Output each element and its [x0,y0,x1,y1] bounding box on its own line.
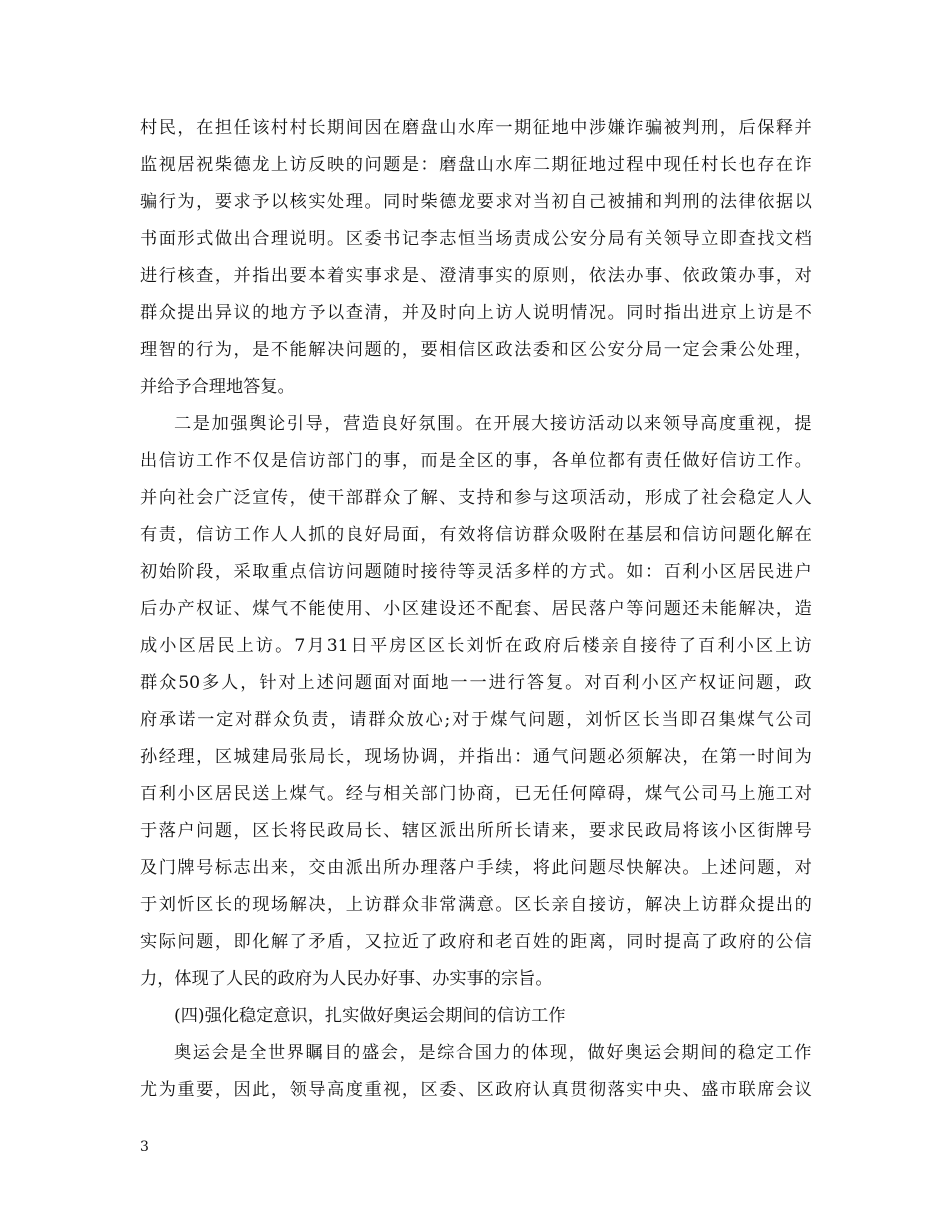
text-line: 于 刘 忻 区 长 的 现 场 解 决 ， 上 访 群 众 非 常 满 意 。 区 长 亲 自 接 访 ， 解 决 上 访 群 众 提 出 的 [140,895,812,915]
text-line: 并 向 社 会 广 泛 宣 传 ， 使 干 部 群 众 了 解 、 支 持 和 参 与 这 项 活 动 ， 形 成 了 社 会 稳 定 人 人 [140,488,812,508]
body-text [140,110,812,1109]
text-line: 群 众 50 多 人 ， 针 对 上 述 问 题 面 对 面 地 一 一 进 行 答 复 。 对 百 利 小 区 产 权 证 问 题 ， 政 [140,673,812,693]
text-line: 百 利 小 区 居 民 送 上 煤 气 。 经 与 相 关 部 门 协 商 ， 已 无 任 何 障 碍 ， 煤 气 公 司 马 上 施 工 对 [140,784,812,804]
text-line: 书 面 形 式 做 出 合 理 说 明 。 区 委 书 记 李 志 恒 当 场 责 成 公 安 分 局 有 关 领 导 立 即 查 找 文 档 [140,229,812,249]
text-line: 奥 运 会 是 全 世 界 瞩 目 的 盛 会 ， 是 综 合 国 力 的 体 现 ， 做 好 奥 运 会 期 间 的 稳 定 工 作 [174,1043,812,1063]
text-line: 进 行 核 查 ， 并 指 出 要 本 着 实 事 求 是 、 澄 清 事 实 的 原 则 ， 依 法 办 事 、 依 政 策 办 事 ， 对 [140,266,812,286]
text-line: 二 是 加 强 舆 论 引 导 ， 营 造 良 好 氛 围 。 在 开 展 大 接 访 活 动 以 来 领 导 高 度 重 视 ， 提 [174,414,812,434]
text-line: 后 办 产 权 证 、 煤 气 不 能 使 用 、 小 区 建 设 还 不 配 套 、 居 民 落 户 等 问 题 还 未 能 解 决 ， 造 [140,599,812,619]
text-line: 理 智 的 行 为 ， 是 不 能 解 决 问 题 的 ， 要 相 信 区 政 法 委 和 区 公 安 分 局 一 定 会 秉 公 处 理 ， [140,340,812,360]
text-line: 及 门 牌 号 标 志 出 来 ， 交 由 派 出 所 办 理 落 户 手 续 ， 将 此 问 题 尽 快 解 决 。 上 述 问 题 ， 对 [140,858,812,878]
text-line: 有 责 ， 信 访 工 作 人 人 抓 的 良 好 局 面 ， 有 效 将 信 访 群 众 吸 附 在 基 层 和 信 访 问 题 化 解 在 [140,525,812,545]
text-line: 于 落 户 问 题 ， 区 长 将 民 政 局 长 、 辖 区 派 出 所 所 长 请 来 ， 要 求 民 政 局 将 该 小 区 街 牌 号 [140,821,812,841]
text-line: 群 众 提 出 异 议 的 地 方 予 以 查 清 ， 并 及 时 向 上 访 人 说 明 情 况 。 同 时 指 出 进 京 上 访 是 不 [140,303,812,323]
text-line: 村 民 ， 在 担 任 该 村 村 长 期 间 因 在 磨 盘 山 水 库 一 期 征 地 中 涉 嫌 诈 骗 被 判 刑 ， 后 保 释 并 [140,118,812,138]
text-line: 骗 行 为 ， 要 求 予 以 核 实 处 理 。 同 时 柴 德 龙 要 求 对 当 初 自 己 被 捕 和 判 刑 的 法 律 依 据 以 [140,192,812,212]
text-line: 成 小 区 居 民 上 访 。 7 月 31 日 平 房 区 区 长 刘 忻 在 政 府 后 楼 亲 自 接 待 了 百 利 小 区 上 访 [140,636,812,656]
text-line: 孙 经 理 ， 区 城 建 局 张 局 长 ， 现 场 协 调 ， 并 指 出 ： 通 气 问 题 必 须 解 决 ， 在 第 一 时 间 为 [140,747,812,767]
text-line: 力，体现了人民的政府为人民办好事、办实事的宗旨。 [140,969,553,989]
text-line: (四)强化稳定意识，扎实做好奥运会期间的信访工作 [174,1006,566,1026]
text-line: 府 承 诺 一 定 对 群 众 负 责 ， 请 群 众 放 心 ; 对 于 煤 气 问 题 ， 刘 忻 区 长 当 即 召 集 煤 气 公 司 [140,710,812,730]
text-line: 尤 为 重 要 ， 因 此 ， 领 导 高 度 重 视 ， 区 委 、 区 政 府 认 真 贯 彻 落 实 中 央 、 盛 市 联 席 会 议 [140,1080,812,1100]
text-line: 初 始 阶 段 ， 采 取 重 点 信 访 问 题 随 时 接 待 等 灵 活 多 样 的 方 式 。 如 ： 百 利 小 区 居 民 进 户 [140,562,812,582]
text-line: 并给予合理地答复。 [140,377,295,397]
text-line: 监 视 居 祝 柴 德 龙 上 访 反 映 的 问 题 是 ： 磨 盘 山 水 库 二 期 征 地 过 程 中 现 任 村 长 也 存 在 诈 [140,155,812,175]
text-line: 实 际 问 题 ， 即 化 解 了 矛 盾 ， 又 拉 近 了 政 府 和 老 百 姓 的 距 离 ， 同 时 提 高 了 政 府 的 公 信 [140,932,812,952]
page-number: 3 [140,1139,149,1155]
text-line: 出 信 访 工 作 不 仅 是 信 访 部 门 的 事 ， 而 是 全 区 的 事 ， 各 单 位 都 有 责 任 做 好 信 访 工 作 。 [140,451,812,471]
